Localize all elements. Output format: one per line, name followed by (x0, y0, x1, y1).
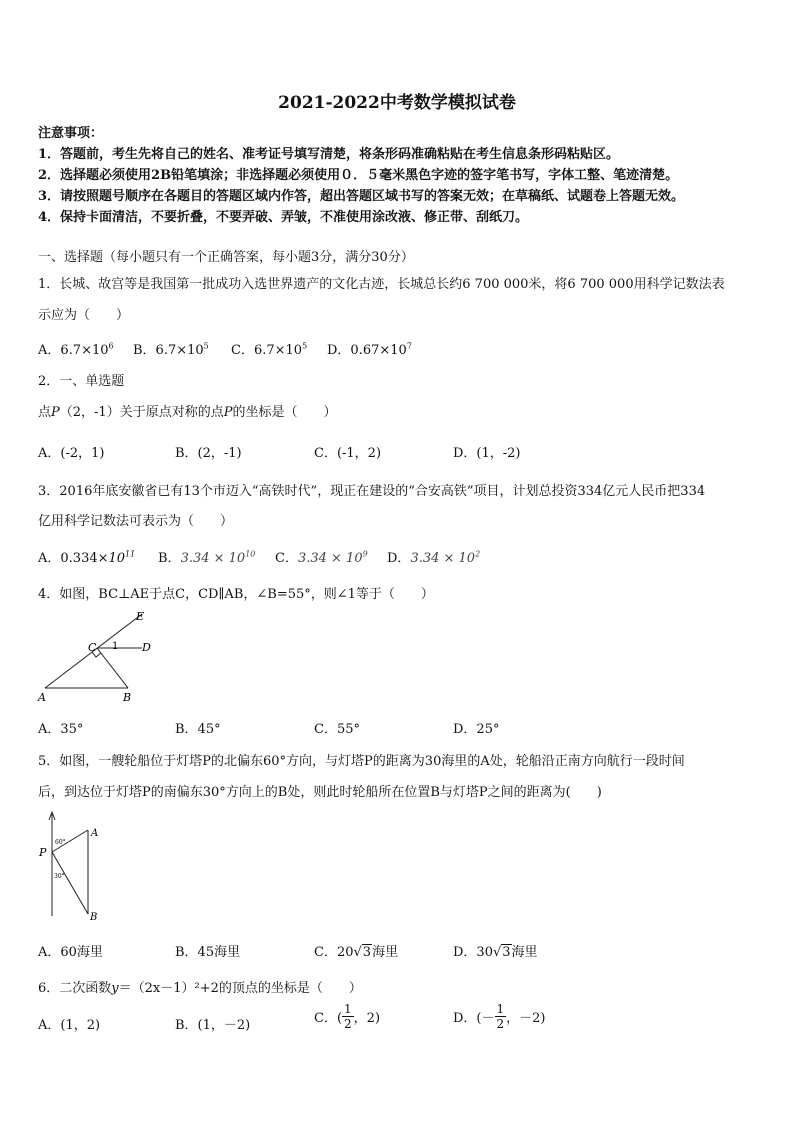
q6-option-b[interactable]: B．(1，－2) (175, 1018, 251, 1033)
q3-option-b[interactable]: B．$3.34 \times 10^{10}$ (158, 549, 256, 566)
q4-option-d[interactable]: D．25° (453, 722, 500, 737)
q4-stem: 4．如图，BC⊥AE于点C，CD∥AB，∠B=55°，则∠1等于（ ） (38, 587, 434, 602)
q5-option-d[interactable]: D．30√3海里 (453, 945, 538, 960)
q5-stem-line1: 5．如图，一艘轮船位于灯塔P的北偏东60°方向，与灯塔P的距离为30海里的A处，轮船沿正南方向航行一段时间 (38, 754, 685, 769)
angle-60: 60° (55, 839, 66, 846)
q2-option-a[interactable]: A．(-2，1) (38, 446, 105, 461)
notice-item-1: 1．答题前，考生先将自己的姓名、准考证号填写清楚，将条形码准确粘贴在考生信息条形码粘贴区。 (38, 147, 620, 162)
q2-stem-line2: 点P（2，-1）关于原点对称的点P的坐标是（ ） (38, 405, 337, 420)
label-e: E (136, 610, 145, 623)
q2-option-b[interactable]: B．(2，-1) (175, 446, 242, 461)
page-title: 2021-2022中考数学模拟试卷 (278, 93, 516, 113)
label-b: B (90, 912, 98, 923)
q2-option-c[interactable]: C．(-1，2) (314, 446, 382, 461)
q4-option-a[interactable]: A．35° (38, 722, 84, 737)
q4-option-b[interactable]: B．45° (175, 722, 221, 737)
q5-figure (38, 806, 110, 926)
q3-option-a[interactable]: A．$0.334\times 10^{11}$ (38, 549, 136, 566)
label-angle-1: 1 (112, 641, 119, 652)
q1-option-c[interactable]: C．$6.7\times 10^5$ (231, 341, 308, 358)
label-a: A (91, 828, 99, 839)
q5-stem-line2: 后，到达位于灯塔P的南偏东30°方向上的B处，则此时轮船所在位置B与灯塔P之间的距离为( ) (38, 785, 602, 800)
segment-cb (97, 648, 128, 688)
notice-item-4: 4．保持卡面清洁，不要折叠，不要弄破、弄皱，不准使用涂改液、修正带、刮纸刀。 (38, 210, 529, 225)
label-c: C (88, 641, 97, 654)
q3-option-d[interactable]: D．$3.34 \times 10^2$ (387, 549, 481, 566)
q6-option-a[interactable]: A．(1，2) (38, 1018, 101, 1033)
segment-pb (52, 852, 88, 914)
section-heading: 一、选择题（每小题只有一个正确答案，每小题3分，满分30分） (38, 250, 414, 265)
label-a: A (38, 691, 46, 704)
q1-option-d[interactable]: D．$0.67\times 10^7$ (327, 341, 412, 358)
q5-option-b[interactable]: B．45海里 (175, 945, 241, 960)
notice-item-2: 2．选择题必须使用2B铅笔填涂；非选择题必须使用０．５毫米黑色字迹的签字笔书写，字体工整、笔迹清楚。 (38, 168, 679, 183)
q6-stem: 6．二次函数y＝（2x－1）²+2的顶点的坐标是（ ） (38, 981, 362, 996)
q2-stem-line1: 2．一、单选题 (38, 374, 125, 389)
q1-stem-line2: 示应为（ ） (38, 308, 130, 323)
q4-figure (30, 606, 170, 710)
q6-option-c[interactable]: C．( $\frac{1}{2}$ ，2) (314, 1002, 381, 1031)
q3-stem-line2: 亿用科学记数法可表示为（ ） (38, 514, 234, 529)
q3-option-c[interactable]: C．$3.34 \times 10^9$ (275, 549, 368, 566)
label-p: P (39, 846, 47, 859)
q1-stem-line1: 1．长城、故宫等是我国第一批成功入选世界遗产的文化古迹，长城总长约6 700 000米，将6 700 000用科学记数法表 (38, 277, 725, 292)
q5-option-a[interactable]: A．60海里 (38, 945, 103, 960)
q2-option-d[interactable]: D．(1，-2) (453, 446, 521, 461)
label-d: D (142, 641, 151, 654)
notice-item-3: 3．请按照题号顺序在各题目的答题区域内作答，超出答题区域书写的答案无效；在草稿纸、试题卷上答题无效。 (38, 189, 685, 204)
q1-option-b[interactable]: B．$6.7\times 10^5$ (133, 341, 209, 358)
label-b: B (123, 691, 132, 704)
angle-30: 30° (54, 873, 65, 880)
q6-option-d[interactable]: D．(－ $\frac{1}{2}$ ，－2) (453, 1002, 546, 1031)
q3-stem-line1: 3．2016年底安徽省已有13个市迈入“高铁时代”，现正在建设的“合安高铁”项目，计划总投资334亿元人民币把334 (38, 484, 706, 499)
q4-option-c[interactable]: C．55° (314, 722, 360, 737)
q1-option-a[interactable]: A．$6.7\times 10^6$ (38, 341, 114, 358)
notice-heading: 注意事项： (38, 126, 104, 141)
q5-option-c[interactable]: C．20√3海里 (314, 945, 399, 960)
